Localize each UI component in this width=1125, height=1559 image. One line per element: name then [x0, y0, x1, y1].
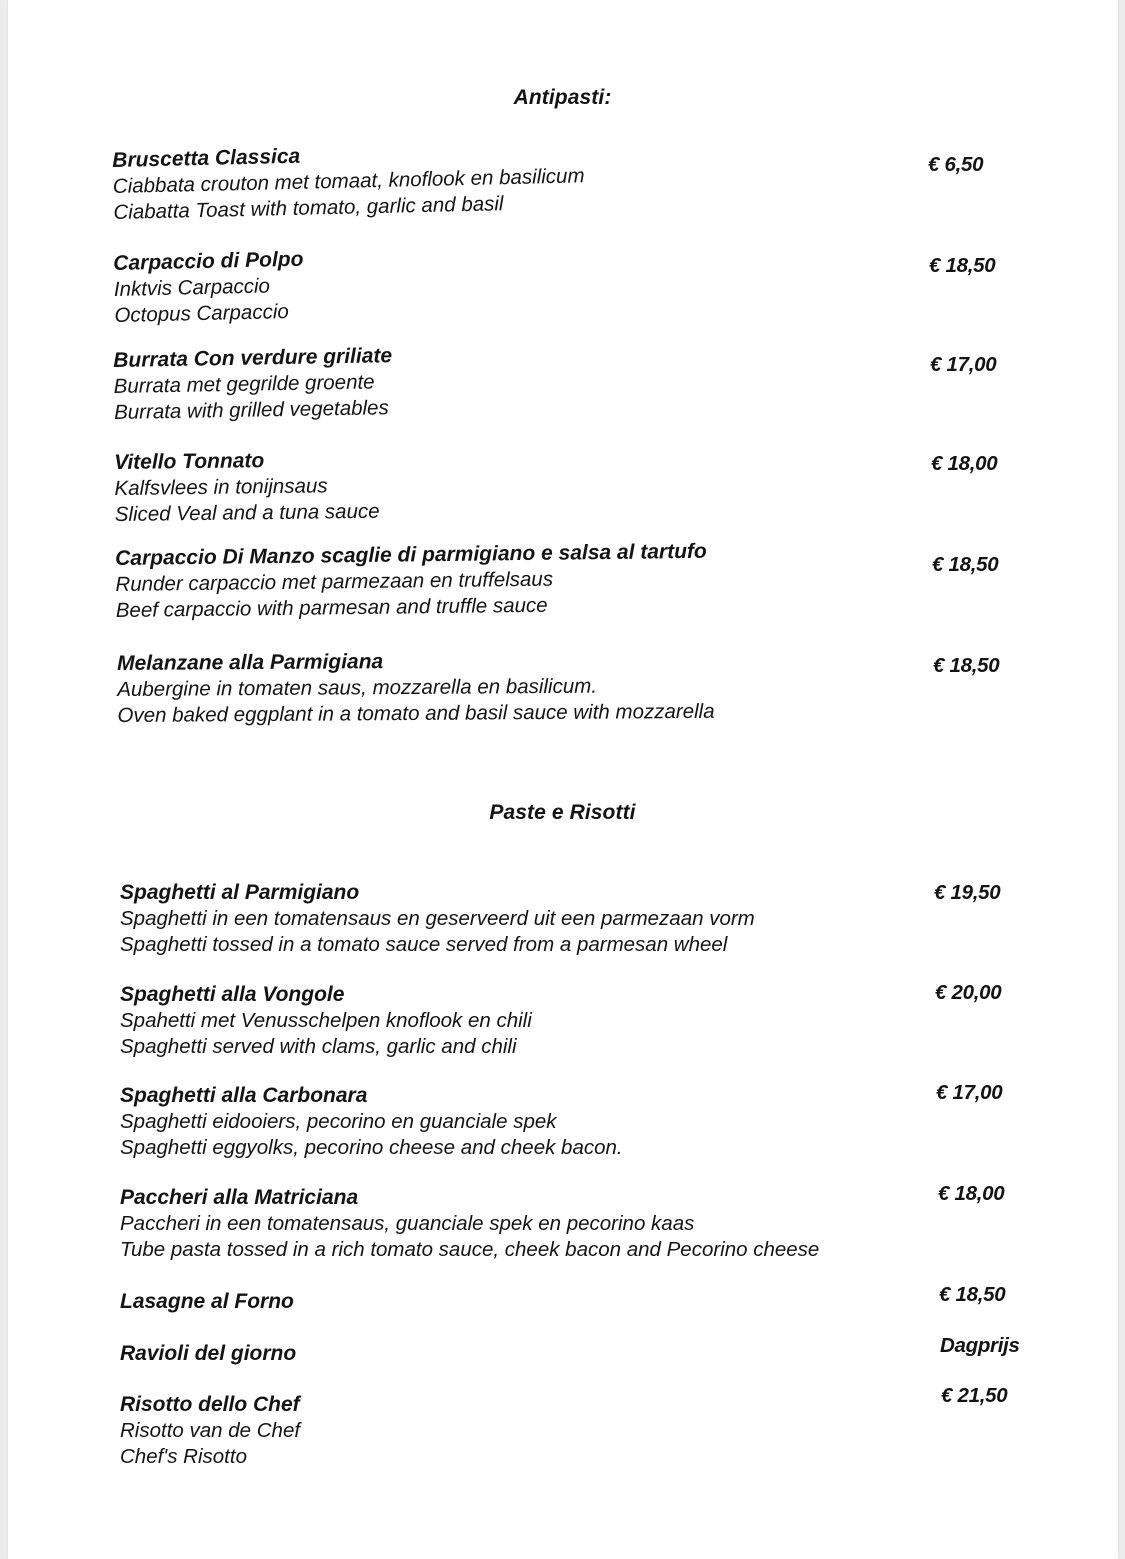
- item-name: Spaghetti alla Vongole: [120, 983, 345, 1006]
- item-price: € 18,50: [939, 1283, 1006, 1306]
- item-name: Bruscetta Classica: [112, 144, 301, 172]
- item-description-nl: Spaghetti eidooiers, pecorino en guanciale spek: [120, 1110, 557, 1133]
- item-price: € 18,50: [929, 254, 996, 277]
- item-description-nl: Paccheri in een tomatensaus, guanciale spek en pecorino kaas: [120, 1212, 695, 1235]
- item-price: € 18,50: [933, 654, 1000, 677]
- item-description-nl: Risotto van de Chef: [120, 1419, 301, 1442]
- item-price: € 17,00: [930, 353, 997, 376]
- menu-item: [113, 331, 1094, 426]
- item-description-en: Tube pasta tossed in a rich tomato sauce, cheek bacon and Pecorino cheese: [120, 1238, 820, 1261]
- item-description-nl: Inktvis Carpaccio: [113, 274, 271, 301]
- item-description-en: Chef's Risotto: [120, 1445, 247, 1468]
- item-description-nl: Kalfsvlees in tonijnsaus: [114, 474, 328, 500]
- item-name: Vitello Tonnato: [114, 449, 265, 474]
- item-price: € 18,50: [932, 553, 999, 576]
- item-description-nl: Ciabbata crouton met tomaat, knoflook en basilicum: [112, 164, 585, 198]
- section-title-antipasti: Antipasti:: [513, 86, 612, 109]
- item-name: Carpaccio Di Manzo scaglie di parmigiano e salsa al tartufo: [115, 539, 707, 570]
- item-price: € 18,00: [931, 452, 998, 475]
- item-price: Dagprijs: [940, 1334, 1020, 1357]
- item-price: € 20,00: [935, 981, 1002, 1004]
- item-description-en: Oven baked eggplant in a tomato and basil sauce with mozzarella: [117, 699, 715, 727]
- item-description-en: Spaghetti served with clams, garlic and chili: [120, 1035, 517, 1058]
- menu-item: [115, 534, 1096, 624]
- item-description-en: Beef carpaccio with parmesan and truffle sauce: [115, 593, 548, 622]
- item-description-nl: Spahetti met Venusschelpen knoflook en chili: [120, 1009, 532, 1032]
- item-name: Lasagne al Forno: [120, 1290, 294, 1313]
- item-name: Spaghetti alla Carbonara: [120, 1084, 368, 1107]
- item-name: Melanzane alla Parmigiana: [117, 650, 384, 675]
- item-name: Spaghetti al Parmigiano: [120, 881, 360, 904]
- item-description-en: Sliced Veal and a tuna sauce: [114, 499, 380, 526]
- item-name: Carpaccio di Polpo: [113, 247, 304, 275]
- item-price: € 19,50: [934, 881, 1001, 904]
- item-description-nl: Runder carpaccio met parmezaan en truffelsaus: [115, 567, 554, 596]
- item-price: € 21,50: [941, 1384, 1008, 1407]
- item-description-nl: Spaghetti in een tomatensaus en geserveerd uit een parmezaan vorm: [120, 907, 755, 930]
- item-price: € 6,50: [928, 153, 984, 176]
- item-name: Paccheri alla Matriciana: [120, 1186, 359, 1209]
- item-description-en: Spaghetti eggyolks, pecorino cheese and cheek bacon.: [120, 1136, 623, 1159]
- menu-item: [113, 229, 1095, 329]
- item-description-nl: Burrata met gegrilde groente: [113, 370, 375, 398]
- item-name: Burrata Con verdure griliate: [113, 344, 393, 372]
- section-title-paste-e-risotti: Paste e Risotti: [489, 801, 636, 824]
- item-description-en: Octopus Carpaccio: [114, 300, 290, 327]
- item-price: € 18,00: [938, 1182, 1005, 1205]
- item-description-en: Burrata with grilled vegetables: [113, 396, 389, 424]
- item-description-en: Spaghetti tossed in a tomato sauce served from a parmesan wheel: [120, 933, 728, 956]
- item-description-en: Ciabatta Toast with tomato, garlic and basil: [113, 192, 504, 224]
- item-name: Ravioli del giorno: [120, 1342, 297, 1365]
- item-name: Risotto dello Chef: [120, 1393, 300, 1416]
- item-description-nl: Aubergine in tomaten saus, mozzarella en basilicum.: [117, 674, 598, 701]
- item-price: € 17,00: [936, 1081, 1003, 1104]
